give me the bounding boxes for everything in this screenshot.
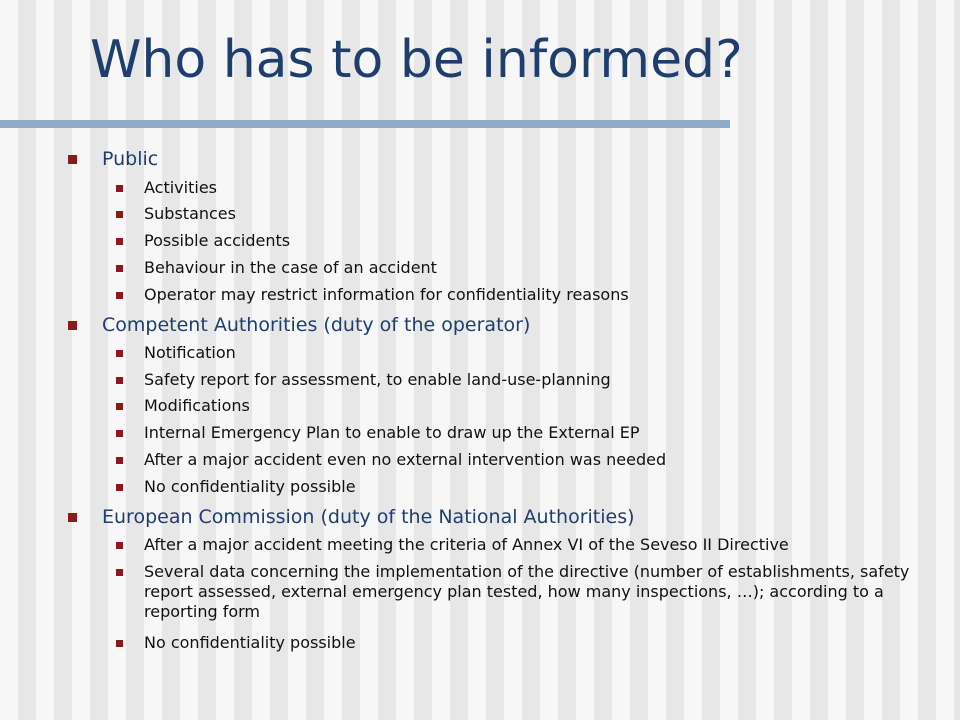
square-bullet-icon (116, 403, 123, 410)
list-item (144, 285, 944, 305)
list-item-text: Substances (144, 204, 236, 223)
section-label: Competent Authorities (duty of the operator) (102, 314, 531, 336)
title-underline (0, 120, 730, 128)
square-bullet-icon (116, 350, 123, 357)
list-item (144, 450, 944, 470)
list-item (144, 178, 944, 198)
square-bullet-icon (116, 457, 123, 464)
list-item (144, 204, 944, 224)
section-label: European Commission (duty of the National Authorities) (102, 506, 635, 528)
list-item (144, 396, 944, 416)
square-bullet-icon (68, 155, 77, 164)
list-item-text: Notification (144, 343, 236, 362)
square-bullet-icon (116, 292, 123, 299)
section-label: Public (102, 148, 159, 170)
section-european-commission (102, 505, 635, 529)
square-bullet-icon (68, 321, 77, 330)
list-item (144, 370, 944, 390)
list-item-text: No confidentiality possible (144, 477, 356, 496)
list-item-text: Operator may restrict information for confidentiality reasons (144, 285, 629, 304)
list-item-text: No confidentiality possible (144, 633, 356, 652)
slide-title: Who has to be informed? (90, 30, 743, 90)
square-bullet-icon (116, 569, 123, 576)
list-item (144, 258, 944, 278)
list-item (144, 633, 944, 653)
list-item-text: Activities (144, 178, 217, 197)
list-item-text: Behaviour in the case of an accident (144, 258, 437, 277)
list-item-text: Safety report for assessment, to enable land-use-planning (144, 370, 611, 389)
square-bullet-icon (116, 265, 123, 272)
list-item (144, 231, 944, 251)
square-bullet-icon (116, 430, 123, 437)
list-item-text: Internal Emergency Plan to enable to draw up the External EP (144, 423, 640, 442)
list-item-text: Modifications (144, 396, 250, 415)
list-item (144, 535, 944, 555)
square-bullet-icon (116, 377, 123, 384)
list-item (144, 423, 944, 443)
square-bullet-icon (116, 238, 123, 245)
list-item (144, 562, 944, 622)
list-item-text: Several data concerning the implementation of the directive (number of establishments, safety report assessed, external emergency plan tested, how many inspections, …); according to a reporting form (144, 562, 910, 621)
square-bullet-icon (116, 185, 123, 192)
square-bullet-icon (116, 542, 123, 549)
square-bullet-icon (116, 640, 123, 647)
list-item-text: After a major accident meeting the criteria of Annex VI of the Seveso II Directive (144, 535, 789, 554)
list-item-text: Possible accidents (144, 231, 291, 250)
list-item (144, 343, 944, 363)
square-bullet-icon (68, 513, 77, 522)
section-competent-authorities (102, 313, 530, 337)
square-bullet-icon (116, 211, 123, 218)
list-item (144, 477, 944, 497)
square-bullet-icon (116, 484, 123, 491)
list-item-text: After a major accident even no external intervention was needed (144, 450, 667, 469)
section-public (102, 147, 158, 171)
